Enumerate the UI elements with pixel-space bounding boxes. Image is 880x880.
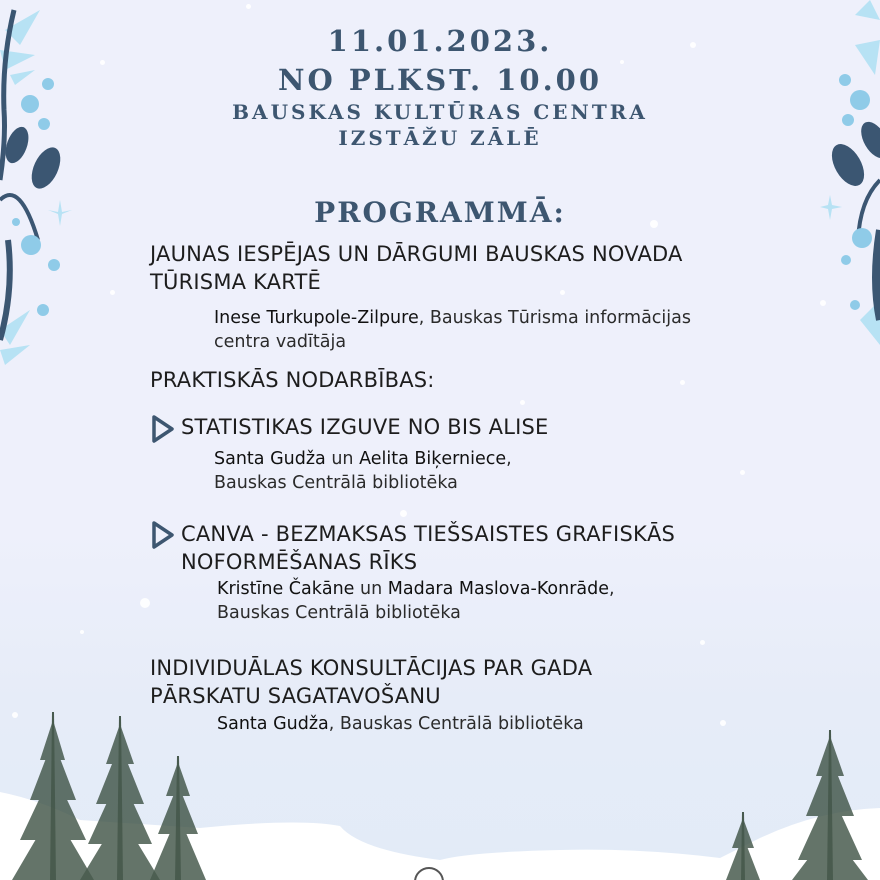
event-venue-line1: BAUSKAS KULTŪRAS CENTRA [232,100,648,124]
practical-sessions-heading: PRAKTISKĀS NODARBĪBAS: [150,368,435,392]
program-item-canva [181,520,675,576]
item-title-line1: INDIVIDUĀLAS KONSULTĀCIJAS PAR GADA [150,656,593,680]
speaker-org: Bauskas Centrālā bibliotēka [217,603,461,623]
item-title-line2: PĀRSKATU SAGATAVOŠANU [150,684,441,708]
item-speakers: Kristīne Čakāne un Madara Maslova-Konrāde, Bauskas Centrālā bibliotēka [217,579,615,623]
program-title: PROGRAMMĀ: [314,196,566,229]
speaker-org: , Bauskas Centrālā bibliotēka [328,714,584,734]
speaker-role-line2: centra vadītāja [214,332,347,352]
item-title-line1: JAUNAS IESPĒJAS UN DĀRGUMI BAUSKAS NOVADA [150,242,683,266]
speaker-name: Kristīne Čakāne [217,579,355,599]
event-date: 11.01.2023. [327,24,553,58]
item-title-line2: TŪRISMA KARTĒ [150,270,321,294]
speaker-name: Santa Gudža [214,449,326,469]
winter-landscape-decoration [0,700,880,880]
speaker-role: , Bauskas Tūrisma informācijas [418,308,691,328]
item-speakers: Santa Gudža un Aelita Biķerniece, Bauskas Centrālā bibliotēka [214,449,512,493]
speaker-name: Aelita Biķerniece [359,449,507,469]
program-item-bis-alise [181,413,549,441]
item-title: STATISTIKAS IZGUVE NO BIS ALISE [181,415,549,439]
triangle-bullet-icon [150,520,176,550]
program-item-tourism-map [150,240,691,354]
event-time: NO PLKST. 10.00 [277,63,603,97]
item-title-line2: NOFORMĒŠANAS RĪKS [181,550,418,574]
speaker-name: Madara Maslova-Konrāde [387,579,610,599]
triangle-bullet-icon [150,414,176,444]
speaker-name: Inese Turkupole-Zilpure [214,308,419,328]
item-title-line1: CANVA - BEZMAKSAS TIEŠSAISTES GRAFISKĀS [181,522,676,546]
speaker-name: Santa Gudža [217,714,329,734]
event-venue-line2: IZSTĀŽU ZĀLĒ [338,126,542,150]
speaker-org: Bauskas Centrālā bibliotēka [214,473,458,493]
